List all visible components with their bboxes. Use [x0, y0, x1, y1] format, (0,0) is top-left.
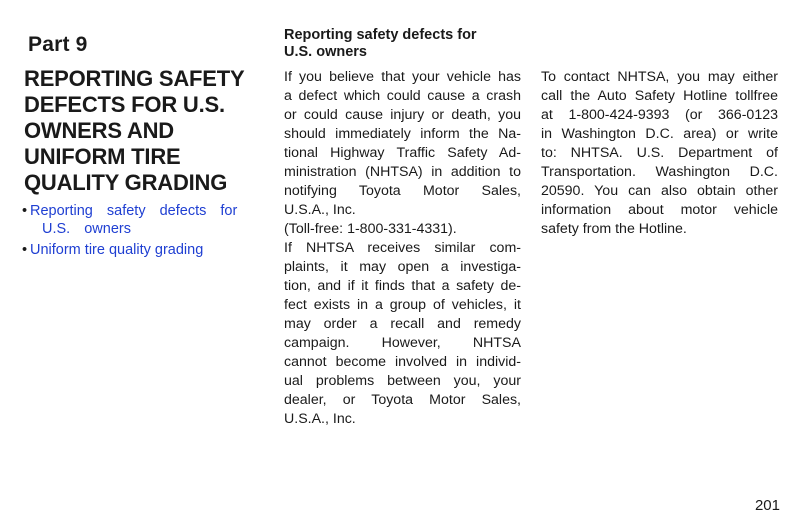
list-item	[22, 241, 252, 259]
text-line: campaign. However, NHTSA	[284, 335, 521, 351]
text-line: To contact NHTSA, you may either	[541, 69, 778, 85]
text-line: dealer, or Toyota Motor Sales,	[284, 392, 521, 408]
part-label: Part 9	[28, 33, 88, 56]
text-line: tion, and if it finds that a safety de-	[284, 278, 521, 294]
section-heading: Reporting safety defects for U.S. owners	[284, 27, 477, 60]
chapter-contents-list	[22, 202, 252, 262]
link-uniform-tire-quality-grading[interactable]: Uniform tire quality grading	[30, 242, 204, 258]
link-reporting-safety-defects[interactable]	[30, 203, 252, 238]
bullet-icon: •	[22, 203, 28, 219]
link-label-line2: U.S. owners	[42, 221, 131, 237]
bullet-icon: •	[22, 242, 28, 258]
body-text-right-column	[541, 68, 778, 239]
text-line: information about motor vehicle	[541, 202, 778, 218]
text-line: in Washington D.C. area) or write	[541, 126, 778, 142]
text-line: should immediately inform the Na-	[284, 126, 521, 142]
text-line: If NHTSA receives similar com-	[284, 240, 521, 256]
text-line: (Toll-free: 1-800-331-4331).	[284, 221, 457, 237]
text-line: ministration (NHTSA) in addition to	[284, 164, 521, 180]
chapter-title: REPORTING SAFETY DEFECTS FOR U.S. OWNERS AND UNIFORM TIRE QUALITY GRADING	[24, 66, 245, 195]
text-line: at 1-800-424-9393 (or 366-0123	[541, 107, 778, 123]
text-line: or could cause injury or death, you	[284, 107, 521, 123]
text-line: safety from the Hotline.	[541, 221, 687, 237]
text-line: U.S.A., Inc.	[284, 202, 356, 218]
text-line: Transportation. Washington D.C.	[541, 164, 778, 180]
body-text-left-column	[284, 68, 521, 429]
text-line: may order a recall and remedy	[284, 316, 521, 332]
text-line: 20590. You can also obtain other	[541, 183, 778, 199]
text-line: call the Auto Safety Hotline tollfree	[541, 88, 778, 104]
text-line: ual problems between you, your	[284, 373, 521, 389]
link-label-line1: Reporting safety defects for	[30, 203, 238, 219]
text-line: notifying Toyota Motor Sales,	[284, 183, 521, 199]
text-line: cannot become involved in individ-	[284, 354, 521, 370]
list-item	[22, 202, 252, 238]
text-line: plaints, it may open a investiga-	[284, 259, 521, 275]
page-number: 201	[754, 497, 780, 514]
text-line: U.S.A., Inc.	[284, 411, 356, 427]
text-line: tional Highway Traffic Safety Ad-	[284, 145, 521, 161]
text-line: If you believe that your vehicle has	[284, 69, 521, 85]
text-line: fect exists in a group of vehicles, it	[284, 297, 521, 313]
text-line: a defect which could cause a crash	[284, 88, 521, 104]
text-line: to: NHTSA. U.S. Department of	[541, 145, 778, 161]
